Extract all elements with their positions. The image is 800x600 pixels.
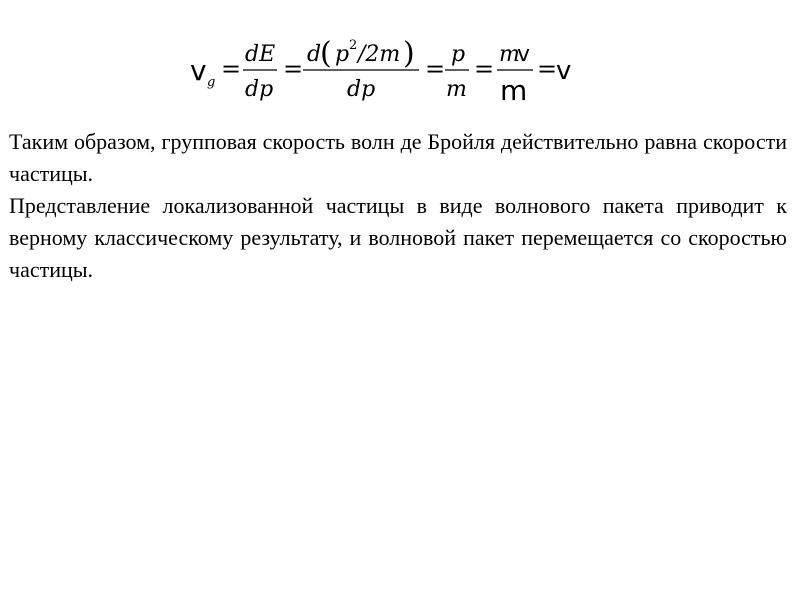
formula-f2-exponent: 2 [349, 38, 358, 53]
formula-f3-denominator: m [446, 77, 467, 102]
formula-f1-numerator: dE [245, 42, 276, 67]
formula-f2-p: p [335, 42, 350, 67]
formula-lhs-subscript: g [207, 75, 216, 90]
formula-equals-3: = [425, 55, 446, 83]
formula-rhs-v: v [556, 56, 572, 86]
group-velocity-formula [185, 30, 585, 110]
formula-lhs-v: v [190, 54, 207, 87]
formula-f2-d: d [307, 42, 322, 67]
formula-svg [185, 30, 585, 110]
formula-f2-left-paren: ( [320, 36, 332, 71]
formula-equals-1: = [221, 55, 242, 83]
formula-f3-numerator: p [451, 42, 466, 67]
formula-f4-numerator-m: m [499, 42, 520, 67]
formula-f4-denominator: m [500, 74, 528, 107]
paragraph-wave-packet: Представление локализованной частицы в виде волнового пакета приводит к верному классическому результату, и волновой пакет перемещается со скоростью частицы. [9, 193, 787, 282]
formula-f2-denominator: dp [347, 77, 376, 102]
formula-f2-slash-2m: /2m [358, 42, 401, 67]
body-text [9, 126, 787, 286]
formula-f1-denominator: dp [245, 77, 274, 102]
formula-f4-numerator-v: v [517, 42, 531, 67]
formula-equals-2: = [283, 55, 304, 83]
formula-equals-5: = [537, 55, 558, 83]
formula-f2-right-paren: ) [403, 36, 415, 71]
formula-equals-4: = [474, 55, 495, 83]
paragraph-group-velocity: Таким образом, групповая скорость волн де Бройля действительно равна скорости частицы. [9, 129, 787, 186]
